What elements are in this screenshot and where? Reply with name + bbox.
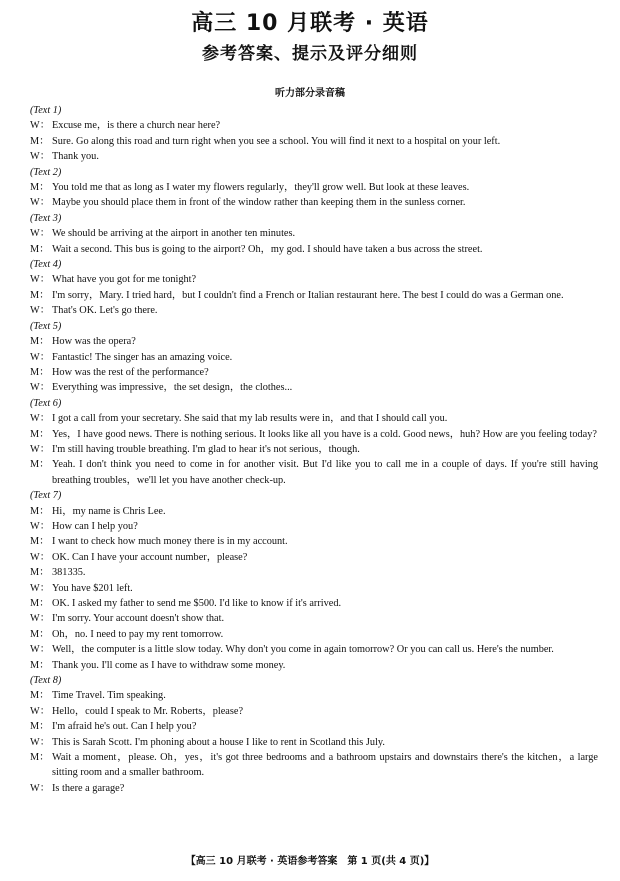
speaker-label: W： [30, 120, 51, 132]
speaker-label: M： [30, 243, 50, 255]
speaker-label: W： [30, 443, 51, 455]
dialogue-line [30, 288, 598, 303]
speaker-label: W： [30, 382, 51, 394]
dialogue-text: I'm afraid he's out. Can I help you? [52, 721, 197, 733]
dialogue-text: I want to check how much money there is in my account. [52, 536, 288, 548]
dialogue-line [30, 627, 598, 642]
dialogue-line [30, 442, 598, 457]
text-heading: (Text 5) [30, 320, 62, 332]
dialogue-line [30, 504, 598, 519]
speaker-label: M： [30, 752, 50, 764]
dialogue-text: Thank you. [52, 151, 99, 163]
dialogue-line [30, 411, 598, 426]
speaker-label: M： [30, 567, 50, 579]
dialogue-line [30, 195, 598, 210]
speaker-label: M： [30, 459, 50, 471]
dialogue-text: How was the opera? [52, 336, 136, 348]
dialogue-text: How can I help you? [52, 520, 138, 532]
dialogue-line [30, 534, 598, 549]
speaker-label: M： [30, 628, 50, 640]
dialogue-text: You told me that as long as I water my flowers regularly，they'll grow well. But look at these leaves. [52, 182, 470, 194]
document-title: 高三 10 月联考 · 英语 [191, 11, 429, 36]
dialogue-line [30, 365, 598, 380]
dialogue-text: OK. I asked my father to send me $500. I'd like to know if it's arrived. [52, 598, 342, 609]
transcript-body [30, 103, 598, 796]
page-footer: 【高三 10 月联考 · 英语参考答案 第 1 页(共 4 页)】 [185, 856, 435, 867]
dialogue-text: I'm sorry. Your account doesn't show that. [52, 613, 225, 625]
dialogue-line [30, 242, 598, 257]
dialogue-text: Thank you. I'll come as I have to withdraw some money. [52, 659, 286, 671]
dialogue-line [30, 642, 598, 657]
speaker-label: M： [30, 536, 50, 548]
dialogue-text: We should be arriving at the airport in another ten minutes. [52, 228, 296, 240]
dialogue-line [30, 180, 598, 195]
text-heading: (Text 1) [30, 105, 62, 116]
dialogue-line [30, 226, 598, 241]
speaker-label: M： [30, 505, 50, 517]
dialogue-text: Wait a moment，please. Oh，yes，it's got three bedrooms and a bathroom upstairs and downstairs there's the kitchen，a large sitting room and a smaller bathroom. [52, 752, 598, 779]
speaker-label: W： [30, 644, 51, 656]
dialogue-text: Hi，my name is Chris Lee. [52, 505, 166, 517]
dialogue-line [30, 581, 598, 596]
text-heading: (Text 7) [30, 490, 62, 502]
speaker-label: W： [30, 197, 51, 209]
speaker-label: W： [30, 705, 51, 717]
dialogue-line [30, 658, 598, 673]
speaker-label: W： [30, 274, 51, 286]
speaker-label: W： [30, 520, 51, 532]
dialogue-line [30, 380, 598, 395]
dialogue-line [30, 719, 598, 734]
dialogue-line [30, 427, 598, 442]
dialogue-text: I got a call from your secretary. She said that my lab results were in，and that I should call you. [52, 413, 448, 425]
dialogue-line [30, 611, 598, 626]
dialogue-line [30, 781, 598, 796]
speaker-label: M： [30, 428, 50, 440]
speaker-label: W： [30, 228, 51, 240]
dialogue-text: 381335. [52, 567, 86, 579]
dialogue-line [30, 118, 598, 133]
speaker-label: W： [30, 782, 51, 794]
dialogue-line [30, 750, 598, 781]
dialogue-line [30, 565, 598, 580]
dialogue-line [30, 272, 598, 287]
dialogue-text: How was the rest of the performance? [52, 366, 209, 378]
dialogue-text: Hello，could I speak to Mr. Roberts，please? [52, 705, 244, 717]
speaker-label: M： [30, 135, 50, 147]
dialogue-line [30, 735, 598, 750]
dialogue-text: Sure. Go along this road and turn right when you see a school. You will find it next to a hospital on your left. [52, 135, 501, 147]
dialogue-text: Everything was impressive，the set design，the clothes... [52, 382, 293, 394]
dialogue-text: OK. Can I have your account number，please? [52, 551, 248, 563]
dialogue-text: Yeah. I don't think you need to come in for another visit. But I'd like you to call me in a couple of days. If you're still having breathing troubles，we'll let you have another check-up. [52, 459, 598, 486]
dialogue-text: I'm still having trouble breathing. I'm glad to hear it's not serious，though. [52, 443, 360, 455]
dialogue-line [30, 688, 598, 703]
dialogue-text: Time Travel. Tim speaking. [52, 690, 166, 702]
speaker-label: W： [30, 613, 51, 625]
dialogue-text: Maybe you should place them in front of the window rather than keeping them in the sunless corner. [52, 197, 466, 209]
document-subtitle: 参考答案、提示及评分细则 [202, 44, 418, 64]
dialogue-text: What have you got for me tonight? [52, 274, 197, 286]
dialogue-text: Oh，no. I need to pay my rent tomorrow. [52, 628, 224, 640]
dialogue-line [30, 596, 598, 611]
dialogue-line [30, 704, 598, 719]
speaker-label: W： [30, 413, 51, 425]
text-heading: (Text 2) [30, 166, 62, 178]
speaker-label: W： [30, 151, 51, 163]
text-heading: (Text 3) [30, 212, 62, 224]
dialogue-line [30, 303, 598, 318]
speaker-label: M： [30, 366, 50, 378]
dialogue-text: Wait a second. This bus is going to the airport? Oh，my god. I should have taken a bus across the street. [52, 243, 483, 255]
text-heading: (Text 4) [30, 259, 62, 271]
speaker-label: W： [30, 351, 51, 363]
speaker-label: M： [30, 336, 50, 348]
dialogue-line [30, 457, 598, 488]
dialogue-line [30, 350, 598, 365]
dialogue-line [30, 149, 598, 164]
dialogue-line [30, 134, 598, 149]
dialogue-text: Well，the computer is a little slow today. Why don't you come in again tomorrow? Or you can call us. Here's the number. [52, 644, 554, 656]
section-heading: 听力部分录音稿 [275, 88, 345, 99]
dialogue-text: Yes，I have good news. There is nothing serious. It looks like all you have is a cold. Good news，huh? How are you feeling today? [52, 428, 597, 440]
speaker-label: W： [30, 305, 51, 317]
dialogue-line [30, 519, 598, 534]
dialogue-text: You have $201 left. [52, 582, 133, 594]
speaker-label: W： [30, 736, 51, 748]
dialogue-text: I'm sorry，Mary. I tried hard，but I couldn't find a French or Italian restaurant here. The best I could do was a German one. [52, 289, 564, 301]
dialogue-text: This is Sarah Scott. I'm phoning about a house I like to rent in Scotland this July. [52, 736, 385, 748]
speaker-label: M： [30, 289, 50, 301]
speaker-label: M： [30, 598, 50, 609]
dialogue-text: That's OK. Let's go there. [52, 305, 158, 317]
speaker-label: M： [30, 690, 50, 702]
text-heading: (Text 8) [30, 675, 62, 687]
speaker-label: W： [30, 582, 51, 594]
speaker-label: M： [30, 721, 50, 733]
speaker-label: W： [30, 551, 51, 563]
dialogue-line [30, 550, 598, 565]
speaker-label: M： [30, 182, 50, 194]
dialogue-text: Fantastic! The singer has an amazing voice. [52, 351, 233, 363]
text-heading: (Text 6) [30, 397, 62, 409]
dialogue-text: Excuse me，is there a church near here? [52, 120, 221, 132]
dialogue-line [30, 334, 598, 349]
dialogue-text: Is there a garage? [52, 782, 125, 794]
speaker-label: M： [30, 659, 50, 671]
